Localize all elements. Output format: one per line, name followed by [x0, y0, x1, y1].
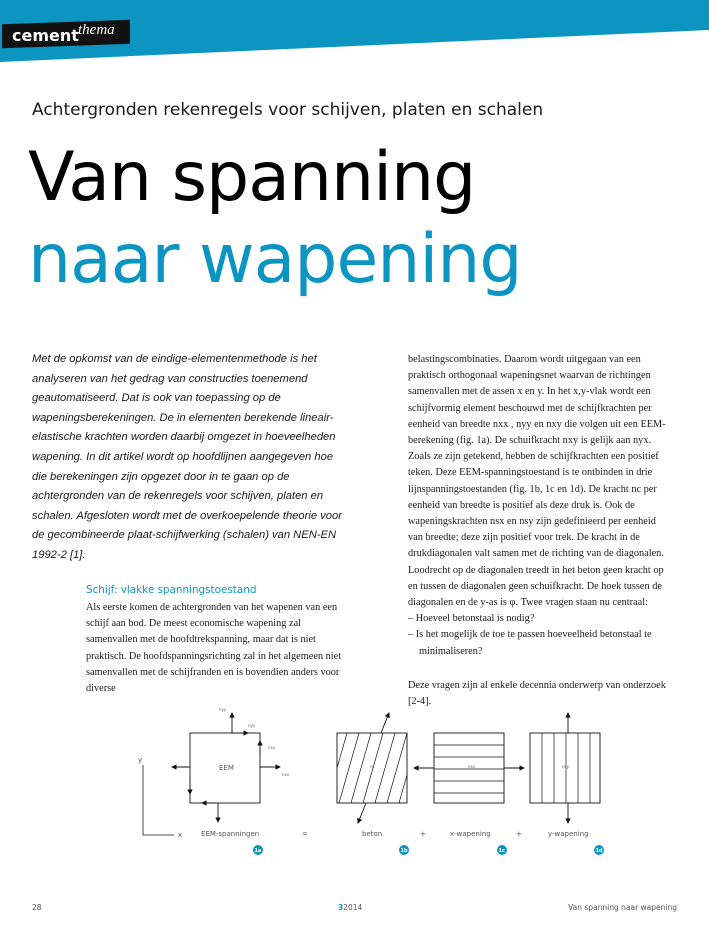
force-label-nxy: nxy: [268, 745, 276, 750]
list-item: – Is het mogelijk de toe te passen hoeveelheid betonstaal te minimaliseren?: [408, 629, 652, 657]
panel-y-wapening: [530, 713, 600, 823]
badge-1d: 1d: [595, 848, 603, 854]
coordinate-axes: [138, 756, 182, 839]
badge-1c: 1c: [498, 848, 505, 854]
article-title-line2: naar wapening: [28, 220, 522, 299]
issue-number: 3: [338, 903, 344, 912]
caption-equals: =: [302, 830, 308, 838]
axis-x-label: x: [178, 831, 183, 839]
badge-1a: 1a: [254, 848, 262, 854]
force-label-nsx: nsx: [468, 764, 475, 769]
force-label-nc: nc: [370, 764, 375, 769]
body-paragraph: belastingscombinaties. Daarom wordt uitgegaan van een praktisch orthogonaal wapeningsnet waarvan de richtingen samenvallen met de assen x en y. In het x,y-vlak wordt een schijfvormig element beschouwd met de schijfkrachten per eenheid van breedte nxx , nyy en nxy die volgen uit een EEM-berekening (fig. 1a). De schuifkracht nxy is gelijk aan nyx. Zoals ze zijn getekend, hebben de schijfkrachten een positief teken. Deze EEM-spanningstoestand is te ontbinden in drie lijnspanningstoestanden (fig. 1b, 1c en 1d). De kracht nc per eenheid van breedte is positief als deze druk is. Ook de wapeningskrachten nsx en nsy zijn gedefinieerd per eenheid van breedte; deze zijn positief voor trek. De kracht in de drukdiagonalen valt samen met de richting van de diagonalen. Loodrecht op de diagonalen treedt in het beton geen kracht op en tussen de diagonalen geen schuifkracht. De hoek tussen de diagonalen en de y-as is φ. Twee vragen staan nu centraal:: [408, 354, 666, 609]
page-number: 28: [32, 903, 42, 912]
force-label-nyy: nyy: [219, 707, 227, 712]
force-label-nsy: nsy: [562, 764, 569, 769]
caption-eem: EEM-spanningen: [201, 830, 260, 838]
article-intro: Met de opkomst van de eindige-elementenmethode is het analyseren van het gedrag van constructies toenemend geautomatiseerd. Dat is ook van toepassing op de wapeningsberekeningen. De in elementen berekende lineair-elastische krachten worden daarbij omgezet in hoeveelheden wapening. In dit artikel wordt op hoofdlijnen aangegeven hoe die berekeningen zijn opgezet door in te gaan op de achtergronden van de rekenregels voor schijven, platen en schalen. Afgesloten wordt met de overkoepelende theorie voor de gecombineerde plaat-schijfwerking (schalen) van NEN-EN 1992-2 [1].: [32, 353, 342, 561]
caption-plus: +: [420, 830, 426, 838]
panel-x-wapening: [414, 733, 524, 803]
body-paragraph: Deze vragen zijn al enkele decennia onderwerp van onderzoek [2-4].: [408, 679, 666, 708]
issue-year: 2014: [343, 903, 363, 912]
body-column-left: Als eerste komen de achtergronden van het wapenen van een schijf aan bod. De meest economische wapening zal samenvallen met de hoofdtrekspanning, maar dat is niet praktisch. De hoofdspanningsrichting zal in het algemeen niet samenvallen met de schijfranden en is bovendien anders voor diverse: [86, 602, 342, 695]
caption-beton: beton: [362, 830, 383, 838]
force-label-nyx: nyx: [248, 723, 256, 728]
issue-info: [338, 903, 362, 912]
panel-beton: [327, 713, 419, 823]
caption-plus: +: [516, 830, 522, 838]
body-column-right: [408, 352, 670, 710]
section-heading: Schijf: vlakke spanningstoestand: [86, 584, 257, 596]
figure-badges: [253, 845, 604, 855]
section-label: thema: [78, 22, 115, 38]
badge-1b: 1b: [400, 848, 408, 854]
article-kicker: Achtergronden rekenregels voor schijven, platen en schalen: [32, 100, 544, 120]
panel-eem-element: [172, 707, 290, 822]
figure-caption-row: [201, 830, 589, 838]
cement-logo: cement: [12, 26, 79, 45]
running-title: Van spanning naar wapening: [568, 903, 677, 912]
caption-x-wapening: x-wapening: [450, 830, 491, 838]
caption-y-wapening: y-wapening: [548, 830, 589, 838]
article-title-line1: Van spanning: [28, 138, 476, 217]
element-label: EEM: [219, 764, 234, 772]
axis-y-label: y: [138, 756, 143, 764]
force-label-nxx: nxx: [282, 772, 290, 777]
list-item: – Hoeveel betonstaal is nodig?: [408, 613, 535, 625]
figure-1-diagram: [130, 700, 620, 860]
